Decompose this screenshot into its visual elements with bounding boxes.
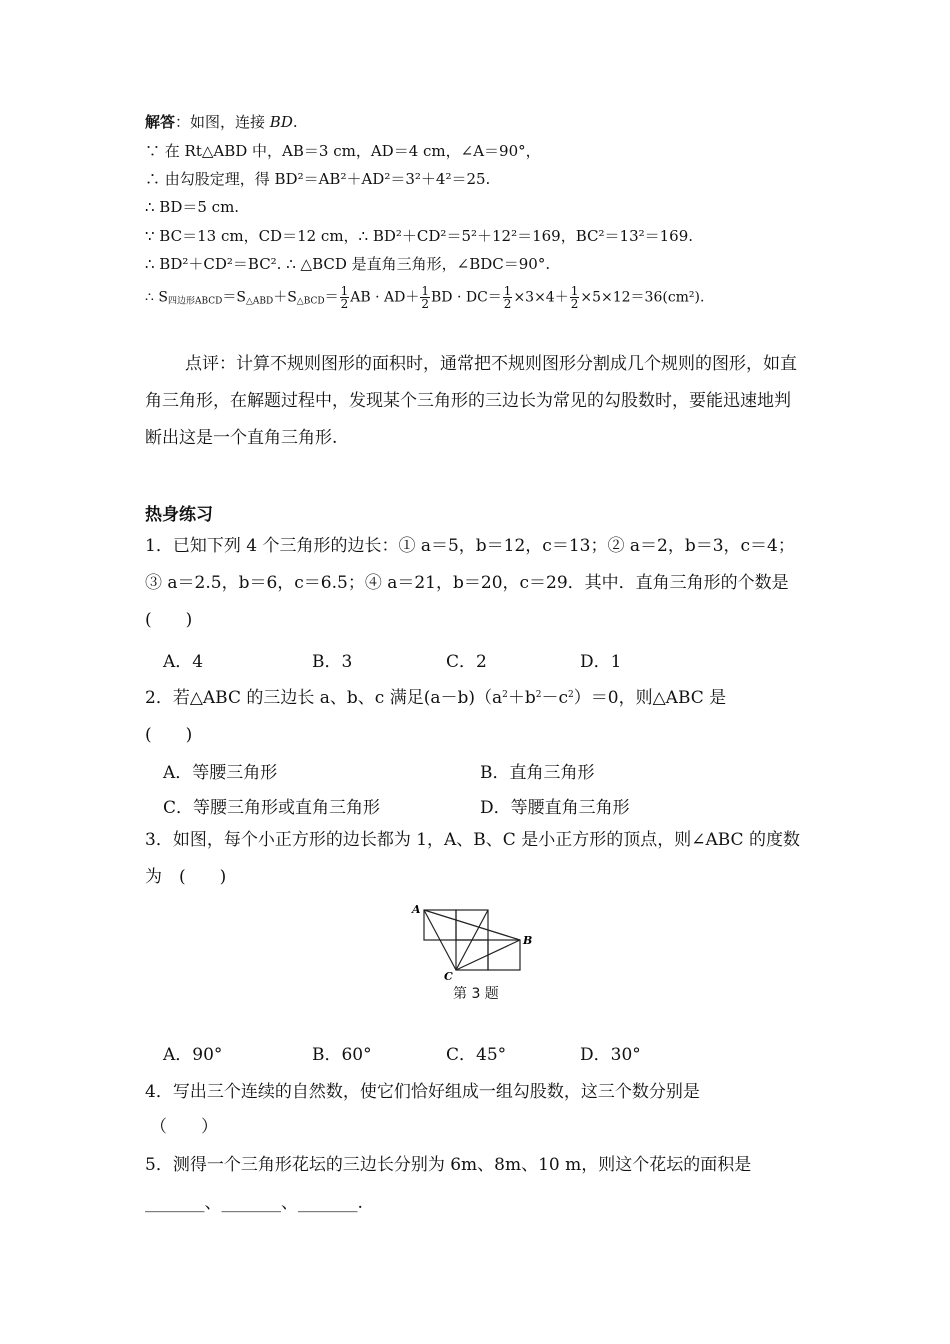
comment-paragraph: 点评：计算不规则图形的面积时，通常把不规则图形分割成几个规则的图形，如直角三角形，在解题过程中，发现某个三角形的三边长为常见的勾股数时，要能迅速地判断出这是一个直角三角形. <box>145 354 797 448</box>
figure-caption: 第 3 题 <box>453 986 499 1002</box>
section-title: 热身练习 <box>145 505 213 525</box>
question-3-option-b[interactable]: B．60° <box>312 1045 372 1065</box>
solution-line-6: ∴ BD²＋CD²＝BC². ∴ △BCD 是直角三角形，∠BDC＝90°. <box>145 255 551 273</box>
question-2-stem-paren: ( ) <box>145 725 193 745</box>
solution-line-1: 解答：如图，连接 BD. <box>145 113 298 131</box>
question-1-stem: 1．已知下列 4 个三角形的边长：① a＝5，b＝12，c＝13；② a＝2，b＝3，c＝4；③ a＝2.5，b＝6，c＝6.5；④ a＝21，b＝20，c＝29．其中．直角三角形的个数是 ( ) <box>145 536 812 630</box>
question-1-option-b[interactable]: B．3 <box>312 652 353 672</box>
question-3-stem: 3．如图，每个小正方形的边长都为 1，A、B、C 是小正方形的顶点，则∠ABC 的度数为 ( ) <box>145 830 800 887</box>
solution-line-5: ∵ BC＝13 cm，CD＝12 cm，∴ BD²＋CD²＝5²＋12²＝169，BC²＝13²＝169. <box>145 227 694 245</box>
solution-label: 解答 <box>145 113 176 131</box>
solution-line-2: ∵ 在 Rt△ABD 中，AB＝3 cm，AD＝4 cm，∠A＝90°， <box>145 142 541 160</box>
question-1-option-d[interactable]: D．1 <box>580 652 622 672</box>
question-4-paren: （ ） <box>150 1117 218 1137</box>
fraction: $\frac{1}{2}$ <box>340 284 349 311</box>
question-3-option-a[interactable]: A．90° <box>163 1045 223 1065</box>
question-4-stem: 4．写出三个连续的自然数，使它们恰好组成一组勾股数，这三个数分别是 <box>145 1082 700 1102</box>
question-3-option-d[interactable]: D．30° <box>580 1045 641 1065</box>
segment-ab <box>424 910 520 940</box>
label-b: B <box>523 934 533 947</box>
solution-line-3: ∴ 由勾股定理，得 BD²＝AB²＋AD²＝3²＋4²＝25. <box>145 170 491 188</box>
label-c: C <box>444 970 453 982</box>
label-a: A <box>412 903 421 916</box>
question-1-option-a[interactable]: A．4 <box>163 652 204 672</box>
solution-line-7: ∴ $S_{四边形ABCD}=S_{\triangle ABD}+S_{\triangle BCD}=$ $\frac{1}{2}$ AB · AD＋ $\frac{1}{2}$ BD · DC＝ $\frac{1}{2}$ ×3×4＋ $\frac{1}{2}$ ×5×12＝36(cm²). <box>145 284 705 311</box>
fraction: $\frac{1}{2}$ <box>503 284 512 311</box>
question-5-stem: 5．测得一个三角形花坛的三边长分别为 6m、8m、10 m，则这个花坛的面积是 <box>145 1155 752 1175</box>
question-2-stem: 2．若△ABC 的三边长 a、b、c 满足$(a-b)(a^2+b^2-c^2)=0$，则△ABC 是 <box>145 688 727 708</box>
fraction: $\frac{1}{2}$ <box>421 284 429 311</box>
question-5-blanks[interactable]: _______、_______、_______. <box>145 1193 363 1213</box>
question-2-option-d[interactable]: D．等腰直角三角形 <box>480 798 630 818</box>
solution-line-4: ∴ BD＝5 cm. <box>145 198 240 216</box>
question-2-option-b[interactable]: B．直角三角形 <box>480 763 595 783</box>
grid-square <box>456 940 488 970</box>
question-2-option-c[interactable]: C．等腰三角形或直角三角形 <box>163 798 381 818</box>
question-3-option-c[interactable]: C．45° <box>446 1045 507 1065</box>
question-1-option-c[interactable]: C．2 <box>446 652 487 672</box>
grid-square <box>488 940 520 970</box>
grid-triangle-figure <box>410 900 540 982</box>
question-2-option-a[interactable]: A．等腰三角形 <box>163 763 278 783</box>
fraction: $\frac{1}{2}$ <box>570 284 579 311</box>
